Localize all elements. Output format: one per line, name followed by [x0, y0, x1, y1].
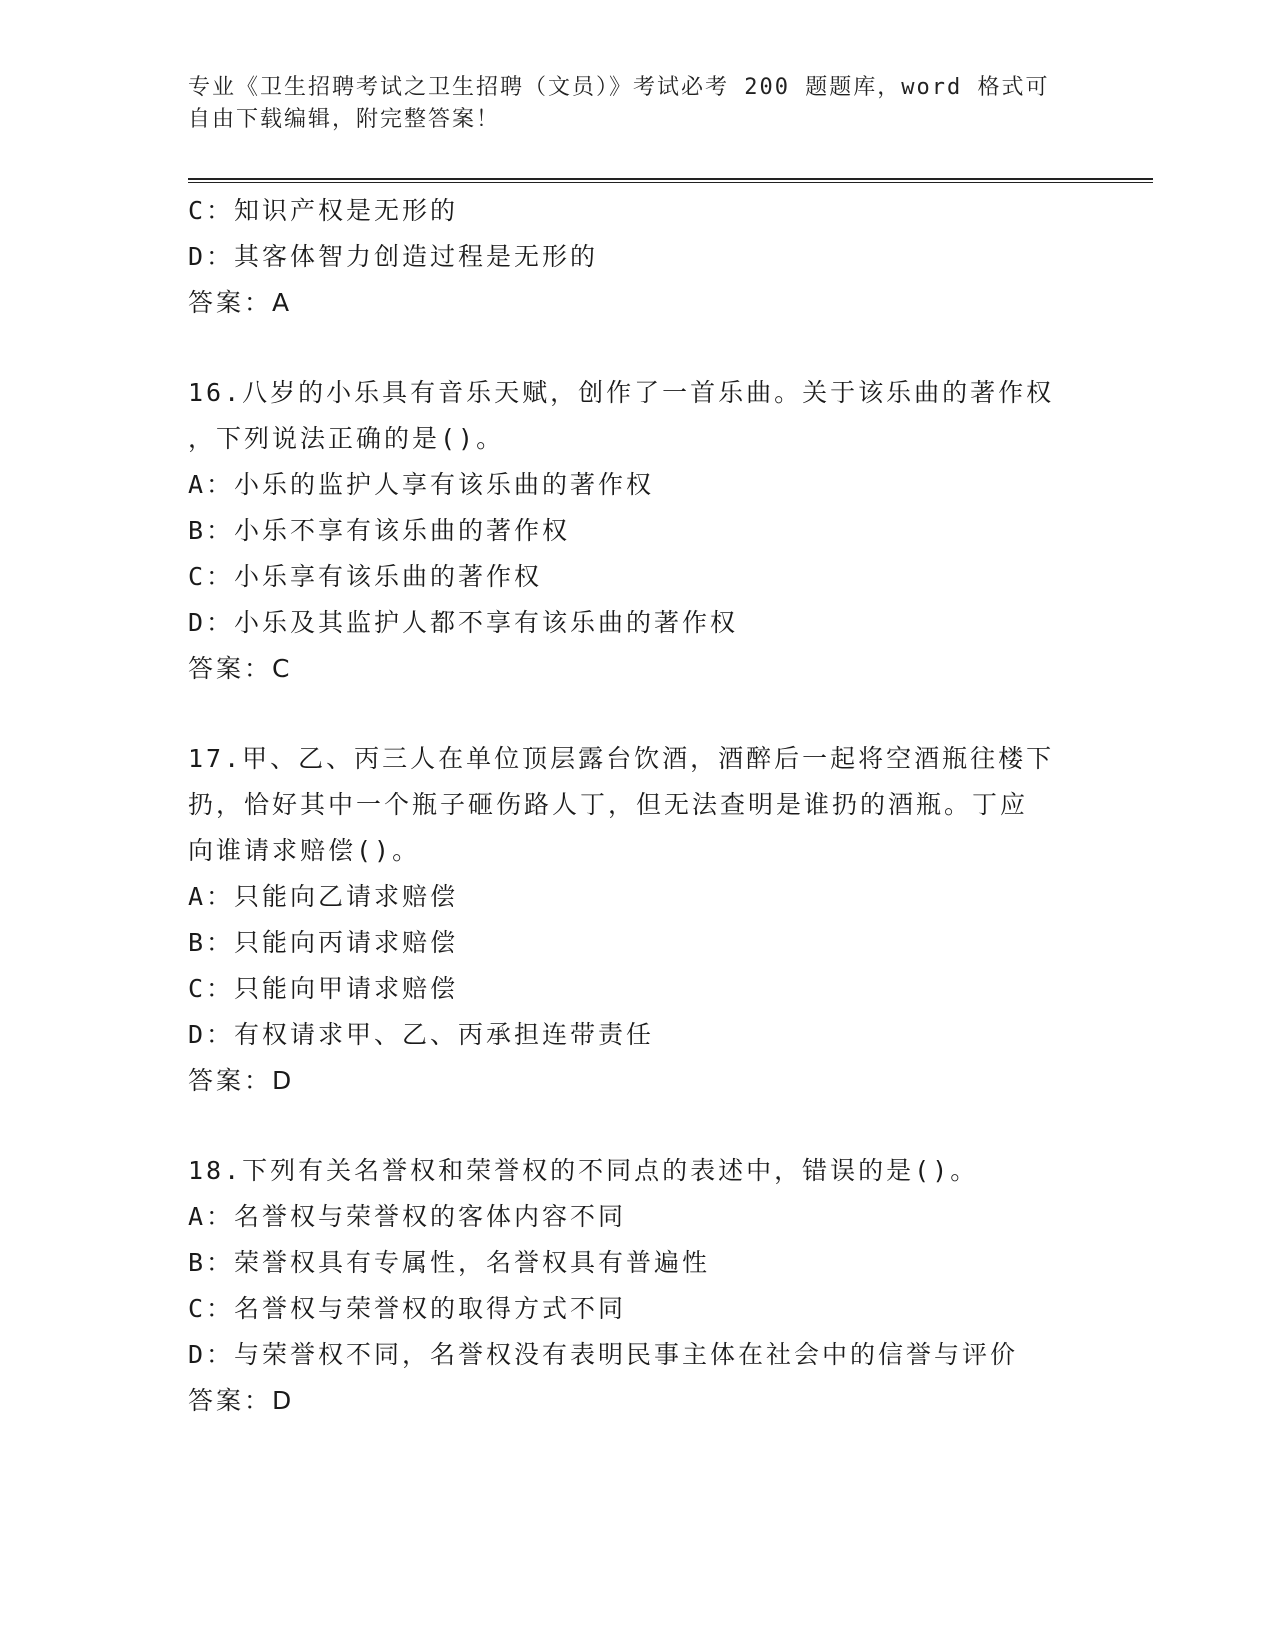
- option-d: D：有权请求甲、乙、丙承担连带责任: [188, 1020, 655, 1049]
- spacer: [188, 1104, 1088, 1148]
- question-stem-line: 向谁请求赔偿()。: [188, 836, 421, 865]
- question-stem-line: 17.甲、乙、丙三人在单位顶层露台饮酒，酒醉后一起将空酒瓶往楼下: [188, 744, 1055, 773]
- option-a: A：只能向乙请求赔偿: [188, 882, 459, 911]
- spacer: [188, 692, 1088, 736]
- question-list: [188, 188, 1088, 1424]
- option-b: B：小乐不享有该乐曲的著作权: [188, 516, 571, 545]
- option-d: D：与荣誉权不同，名誉权没有表明民事主体在社会中的信誉与评价: [188, 1340, 1019, 1369]
- option-c: C：只能向甲请求赔偿: [188, 974, 459, 1003]
- option-c: C：小乐享有该乐曲的著作权: [188, 562, 543, 591]
- answer-label: 答案：D: [188, 1066, 295, 1095]
- question-block-15: [188, 188, 1088, 326]
- header-divider: [188, 178, 1153, 183]
- question-block-17: [188, 736, 1088, 1104]
- option-d: D：小乐及其监护人都不享有该乐曲的著作权: [188, 608, 739, 637]
- question-block-16: [188, 370, 1088, 692]
- page-header: 专业《卫生招聘考试之卫生招聘（文员）》考试必考 200 题题库，word 格式可自由下载编辑，附完整答案！: [188, 75, 1050, 132]
- option-b: B：只能向丙请求赔偿: [188, 928, 459, 957]
- answer-label: 答案：D: [188, 1386, 295, 1415]
- option-a: A：名誉权与荣誉权的客体内容不同: [188, 1202, 627, 1231]
- question-block-18: [188, 1148, 1088, 1424]
- option-c: C：名誉权与荣誉权的取得方式不同: [188, 1294, 627, 1323]
- option-b: B：荣誉权具有专属性，名誉权具有普遍性: [188, 1248, 711, 1277]
- question-stem-line: 扔，恰好其中一个瓶子砸伤路人丁，但无法查明是谁扔的酒瓶。丁应: [188, 790, 1029, 819]
- option-d: D：其客体智力创造过程是无形的: [188, 242, 599, 271]
- spacer: [188, 326, 1088, 370]
- question-stem-line: 18.下列有关名誉权和荣誉权的不同点的表述中，错误的是()。: [188, 1156, 979, 1185]
- option-c: C：知识产权是无形的: [188, 196, 459, 225]
- option-a: A：小乐的监护人享有该乐曲的著作权: [188, 470, 655, 499]
- answer-label: 答案：C: [188, 654, 293, 683]
- answer-label: 答案：A: [188, 288, 293, 317]
- question-stem-line: ，下列说法正确的是()。: [188, 424, 505, 453]
- question-stem-line: 16.八岁的小乐具有音乐天赋，创作了一首乐曲。关于该乐曲的著作权: [188, 378, 1055, 407]
